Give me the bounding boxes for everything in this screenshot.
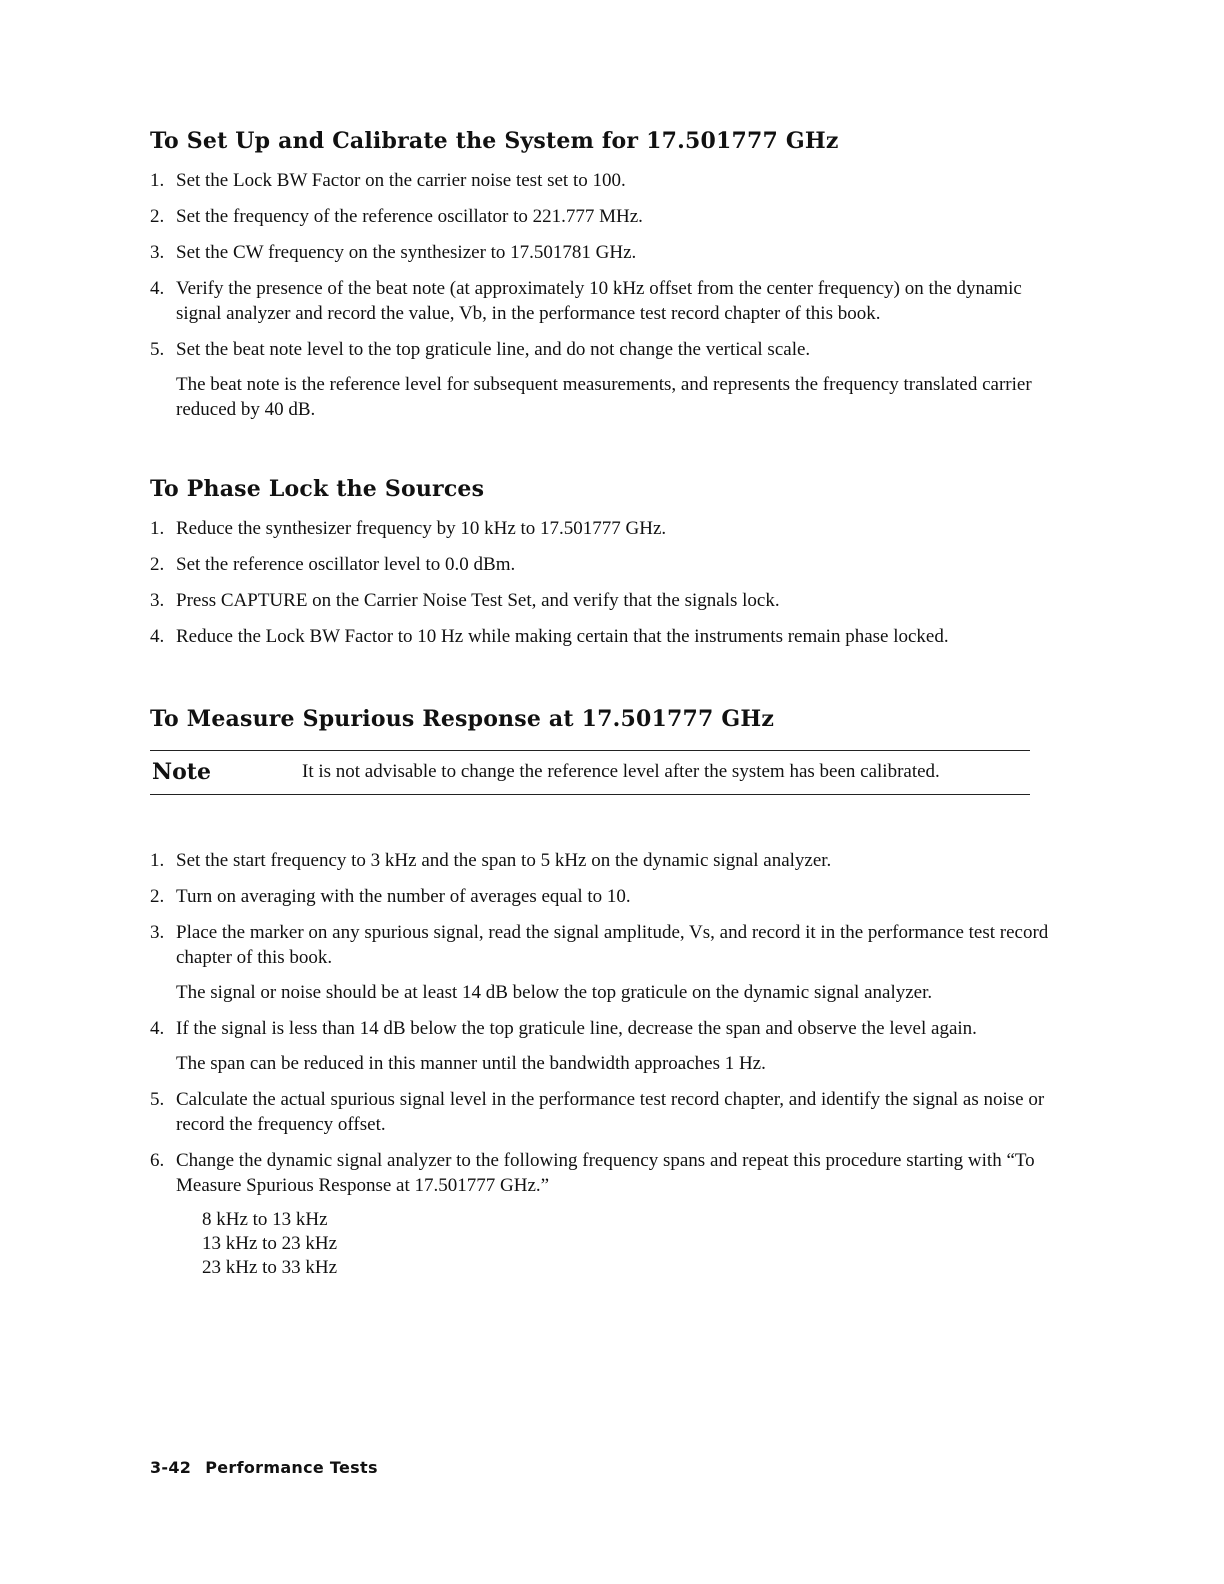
section-phase-lock	[150, 476, 1050, 660]
list-item: 6. Change the dynamic signal analyzer to the following frequency spans and repeat this procedure starting with “To Measure Spurious Response at 17.501777 GHz.” 8 kHz to 13 kHz 13 kHz to 23 kHz 23 kHz to 33 kHz	[150, 1148, 1050, 1280]
frequency-span: 23 kHz to 33 kHz	[202, 1257, 338, 1278]
list-item: 5. Set the beat note level to the top graticule line, and do not change the vertical scale. The beat note is the reference level for subsequent measurements, and represents the frequency translated carrier reduced by 40 dB.	[150, 337, 1050, 422]
section-title: To Phase Lock the Sources	[150, 476, 485, 502]
list-item: 3. Set the CW frequency on the synthesizer to 17.501781 GHz.	[150, 242, 637, 263]
page-footer	[150, 1458, 378, 1477]
note-label: Note	[152, 759, 211, 785]
list-item: 2. Turn on averaging with the number of averages equal to 10.	[150, 886, 631, 907]
list-item: 3. Press CAPTURE on the Carrier Noise Test Set, and verify that the signals lock.	[150, 590, 780, 611]
step-list	[150, 516, 1050, 649]
footer-label: Performance Tests	[205, 1458, 378, 1477]
list-item: 2. Set the reference oscillator level to 0.0 dBm.	[150, 554, 516, 575]
list-item: 1. Set the start frequency to 3 kHz and the span to 5 kHz on the dynamic signal analyzer.	[150, 850, 832, 871]
list-item: 1. Set the Lock BW Factor on the carrier noise test set to 100.	[150, 170, 626, 191]
section-title: To Set Up and Calibrate the System for 17.501777 GHz	[150, 128, 839, 154]
list-item: 1. Reduce the synthesizer frequency by 10 kHz to 17.501777 GHz.	[150, 518, 667, 539]
step-note: The span can be reduced in this manner until the bandwidth approaches 1 Hz.	[176, 1053, 766, 1074]
frequency-span: 8 kHz to 13 kHz	[202, 1209, 328, 1230]
section-setup-calibrate	[150, 128, 1050, 433]
list-item: 5. Calculate the actual spurious signal level in the performance test record chapter, and identify the signal as noise or record the frequency offset.	[150, 1089, 1045, 1135]
list-item: 3. Place the marker on any spurious signal, read the signal amplitude, Vs, and record it in the performance test record chapter of this book. The signal or noise should be at least 14 dB below the top graticule on the dynamic signal analyzer.	[150, 922, 1049, 1003]
step-note: The signal or noise should be at least 14 dB below the top graticule on the dynamic signal analyzer.	[176, 982, 933, 1003]
step-note: The beat note is the reference level for subsequent measurements, and represents the frequency translated carrier reduced by 40 dB.	[176, 374, 1032, 420]
section-title: To Measure Spurious Response at 17.501777 GHz	[150, 706, 775, 732]
section-spurious-response	[150, 848, 1050, 1291]
note-text: It is not advisable to change the reference level after the system has been calibrated.	[302, 761, 940, 782]
list-item: 4. If the signal is less than 14 dB below the top graticule line, decrease the span and observe the level again. The span can be reduced in this manner until the bandwidth approaches 1 Hz.	[150, 1016, 1050, 1076]
section-spurious-response-heading	[150, 706, 1050, 746]
page-number: 3-42	[150, 1458, 192, 1477]
step-list	[150, 168, 1050, 422]
list-item: 4. Reduce the Lock BW Factor to 10 Hz while making certain that the instruments remain phase locked.	[150, 626, 949, 647]
list-item: 4. Verify the presence of the beat note (at approximately 10 kHz offset from the center frequency) on the dynamic signal analyzer and record the value, Vb, in the performance test record chapter of this book.	[150, 278, 1022, 324]
step-list	[150, 848, 1050, 1280]
list-item: 2. Set the frequency of the reference oscillator to 221.777 MHz.	[150, 206, 643, 227]
frequency-span-list	[202, 1208, 1050, 1280]
note-box	[150, 750, 1030, 795]
frequency-span: 13 kHz to 23 kHz	[202, 1233, 338, 1254]
